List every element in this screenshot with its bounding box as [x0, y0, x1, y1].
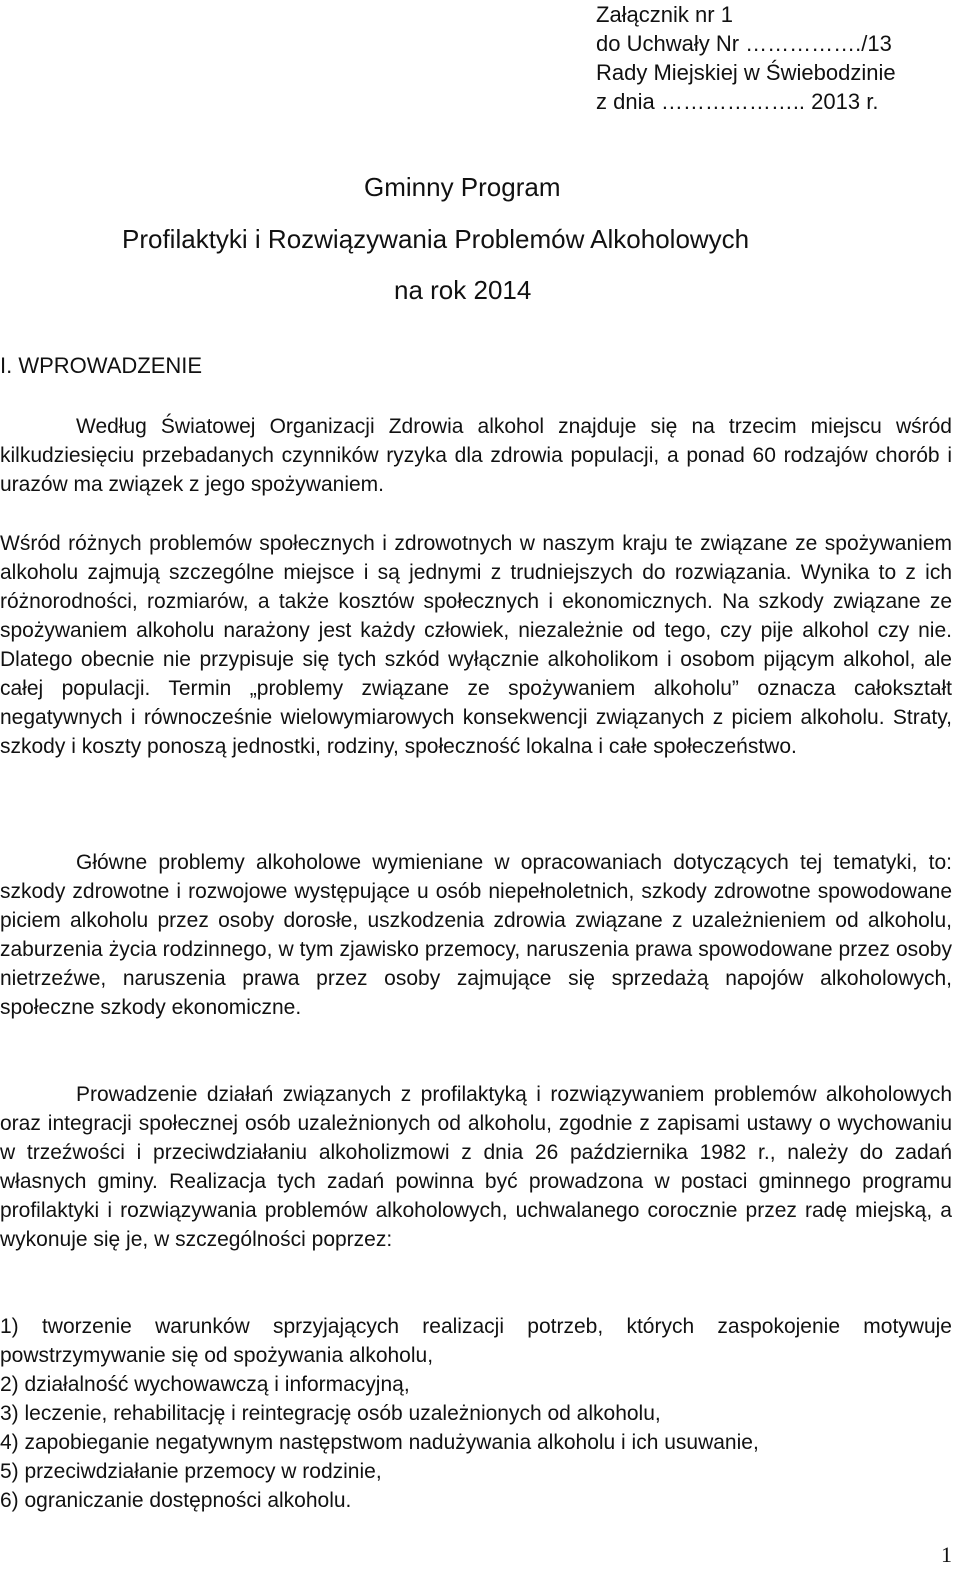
annex-line-1: Załącznik nr 1: [596, 2, 733, 27]
task-list: [0, 1312, 952, 1515]
program-title-line-2: Profilaktyki i Rozwiązywania Problemów Alkoholowych: [122, 224, 750, 254]
list-item: 3) leczenie, rehabilitację i reintegrację osób uzależnionych od alkoholu,: [0, 1402, 661, 1425]
program-title-line-3: na rok 2014: [394, 275, 532, 305]
page-number: 1: [941, 1542, 952, 1567]
paragraph-municipal-tasks: Prowadzenie działań związanych z profilaktyką i rozwiązywaniem problemów alkoholowych oraz integracji społecznej osób uzależnionych od alkoholu, zgodnie z zapisami ustawy o wychowaniu w trzeźwości i przeciwdziałaniu alkoholizmowi z dnia 26 października 1982 r., należy do zadań własnych gminy. Realizacja tych zadań powinna być prowadzona w postaci gminnego programu profilaktyki i rozwiązywania problemów alkoholowych, uchwalanego corocznie przez radę miejską, a wykonuje się je, w szczególności poprzez:: [0, 1083, 952, 1251]
annex-line-3: Rady Miejskiej w Świebodzinie: [596, 60, 896, 85]
list-item: 2) działalność wychowawczą i informacyjną,: [0, 1373, 410, 1396]
annex-line-4: z dnia ……………….. 2013 r.: [596, 89, 879, 114]
paragraph-main-problems: Główne problemy alkoholowe wymieniane w opracowaniach dotyczących tej tematyki, to: szkody zdrowotne i rozwojowe występujące u osób niepełnoletnich, szkody zdrowotne spowodowane piciem alkoholu przez osoby dorosłe, uszkodzenia zdrowia związane z uzależnieniem od alkoholu, zaburzenia życia rodzinnego, w tym zjawisko przemocy, naruszenia prawa spowodowane przez osoby nietrzeźwe, naruszenia prawa przez osoby zajmujące się sprzedażą napojów alkoholowych, społeczne szkody ekonomiczne.: [0, 851, 952, 1019]
list-item: 1) tworzenie warunków sprzyjających realizacji potrzeb, których zaspokojenie motywuje powstrzymywanie się od spożywania alkoholu,: [0, 1315, 952, 1367]
section-heading: I. WPROWADZENIE: [0, 353, 203, 378]
annex-line-2: do Uchwały Nr ……………./13: [596, 31, 892, 56]
list-item: 6) ograniczanie dostępności alkoholu.: [0, 1489, 352, 1512]
paragraph-who: Według Światowej Organizacji Zdrowia alkohol znajduje się na trzecim miejscu wśród kilkudziesięciu przebadanych czynników ryzyka dla zdrowia populacji, a ponad 60 rodzajów chorób i urazów ma związek z jego spożywaniem.: [0, 415, 952, 496]
list-item: 5) przeciwdziałanie przemocy w rodzinie,: [0, 1460, 382, 1483]
paragraph-social-problems: Wśród różnych problemów społecznych i zdrowotnych w naszym kraju te związane ze spożywaniem alkoholu zajmują szczególne miejsce i są jednymi z trudniejszych do rozwiązania. Wynika to z ich różnorodności, rozmiarów, a także kosztów społecznych i ekonomicznych. Na szkody związane ze spożywaniem alkoholu narażony jest każdy człowiek, niezależnie od tego, czy pije alkohol czy nie. Dlatego obecnie nie przypisuje się tych szkód wyłącznie alkoholikom i osobom pijącym alkohol, ale całej populacji. Termin „problemy związane ze spożywaniem alkoholu” oznacza całokształt negatywnych i równocześnie wielowymiarowych konsekwencji związanych z piciem alkoholu. Straty, szkody i koszty ponoszą jednostki, rodziny, społeczność lokalna i całe społeczeństwo.: [0, 532, 952, 758]
list-item: 4) zapobieganie negatywnym następstwom nadużywania alkoholu i ich usuwanie,: [0, 1431, 759, 1454]
program-title-line-1: Gminny Program: [364, 172, 561, 202]
annex-header: [596, 0, 896, 116]
